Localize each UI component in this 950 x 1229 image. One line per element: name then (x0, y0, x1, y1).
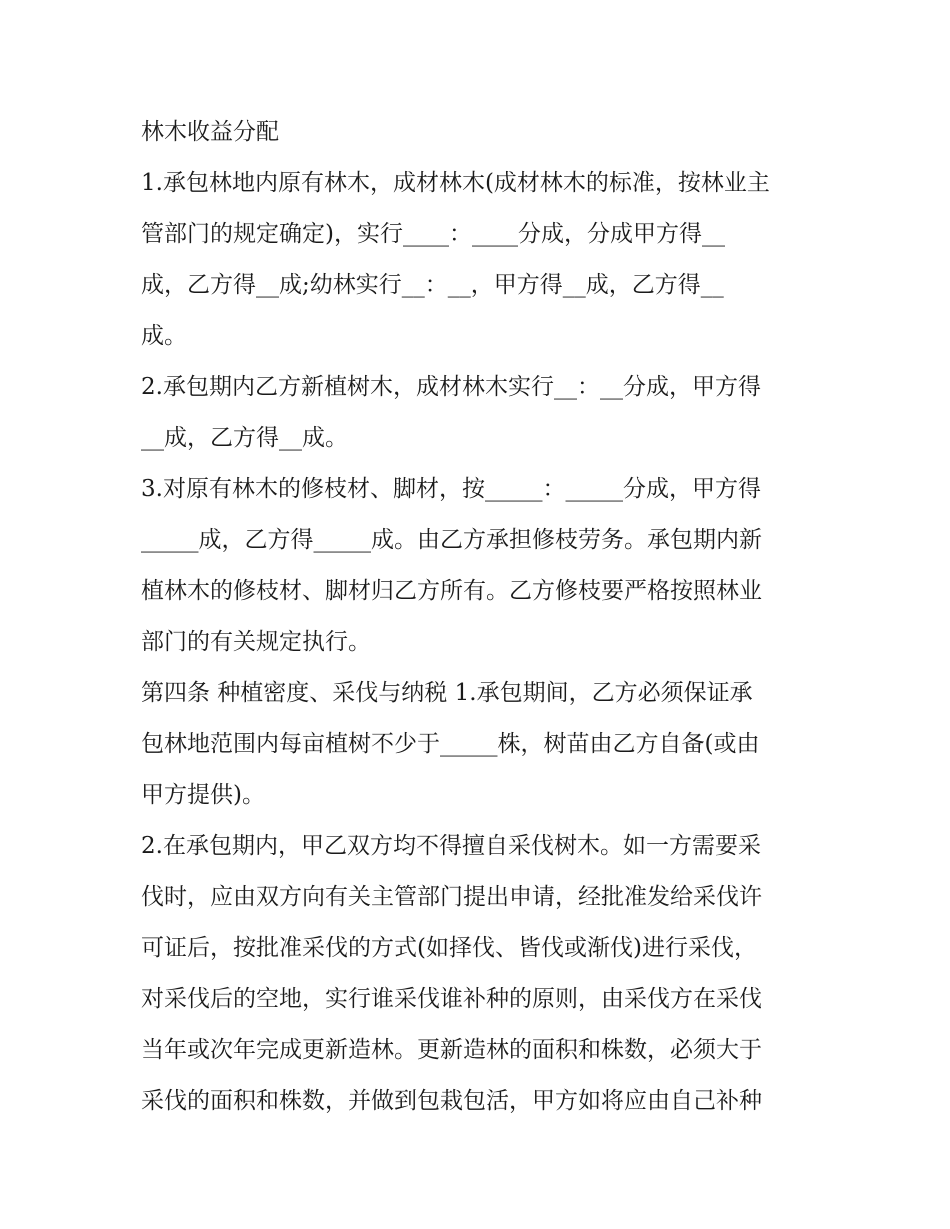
text-line: 管部门的规定确定)，实行____：____分成，分成甲方得__ (141, 221, 725, 247)
text-line: __成，乙方得__成。 (141, 425, 348, 451)
text-line: 2.在承包期内，甲乙双方均不得擅自采伐树木。如一方需要采 (141, 833, 761, 859)
text-line: 第四条 种植密度、采伐与纳税 1.承包期间，乙方必须保证承 (141, 680, 753, 706)
text-line: 对采伐后的空地，实行谁采伐谁补种的原则，由采伐方在采伐 (141, 986, 762, 1012)
text-line: 当年或次年完成更新造林。更新造林的面积和株数，必须大于 (141, 1037, 762, 1063)
text-line: _____成，乙方得_____成。由乙方承担修枝劳务。承包期内新 (141, 527, 762, 553)
text-line: 植林木的修枝材、脚材归乙方所有。乙方修枝要严格按照林业 (141, 578, 762, 604)
text-line: 可证后，按批准采伐的方式(如择伐、皆伐或渐伐)进行采伐， (141, 935, 757, 961)
text-line: 采伐的面积和株数，并做到包栽包活，甲方如将应由自己补种 (141, 1088, 762, 1114)
text-line: 包林地范围内每亩植树不少于_____株，树苗由乙方自备(或由 (141, 731, 760, 757)
document-body (141, 107, 821, 1127)
text-line: 1.承包林地内原有林木，成材林木(成材林木的标准，按林业主 (141, 170, 770, 196)
text-line: 3.对原有林木的修枝材、脚材，按_____：_____分成，甲方得 (141, 476, 761, 502)
text-line: 成，乙方得__成;幼林实行__：__，甲方得__成，乙方得__ (141, 272, 724, 298)
text-line: 伐时，应由双方向有关主管部门提出申请，经批准发给采伐许 (141, 884, 762, 910)
text-line: 2.承包期内乙方新植树木，成材林木实行__：__分成，甲方得 (141, 374, 761, 400)
text-line: 甲方提供)。 (141, 782, 265, 808)
text-line: 成。 (141, 323, 187, 349)
text-line: 部门的有关规定执行。 (141, 629, 371, 655)
section-heading: 林木收益分配 (141, 119, 279, 145)
